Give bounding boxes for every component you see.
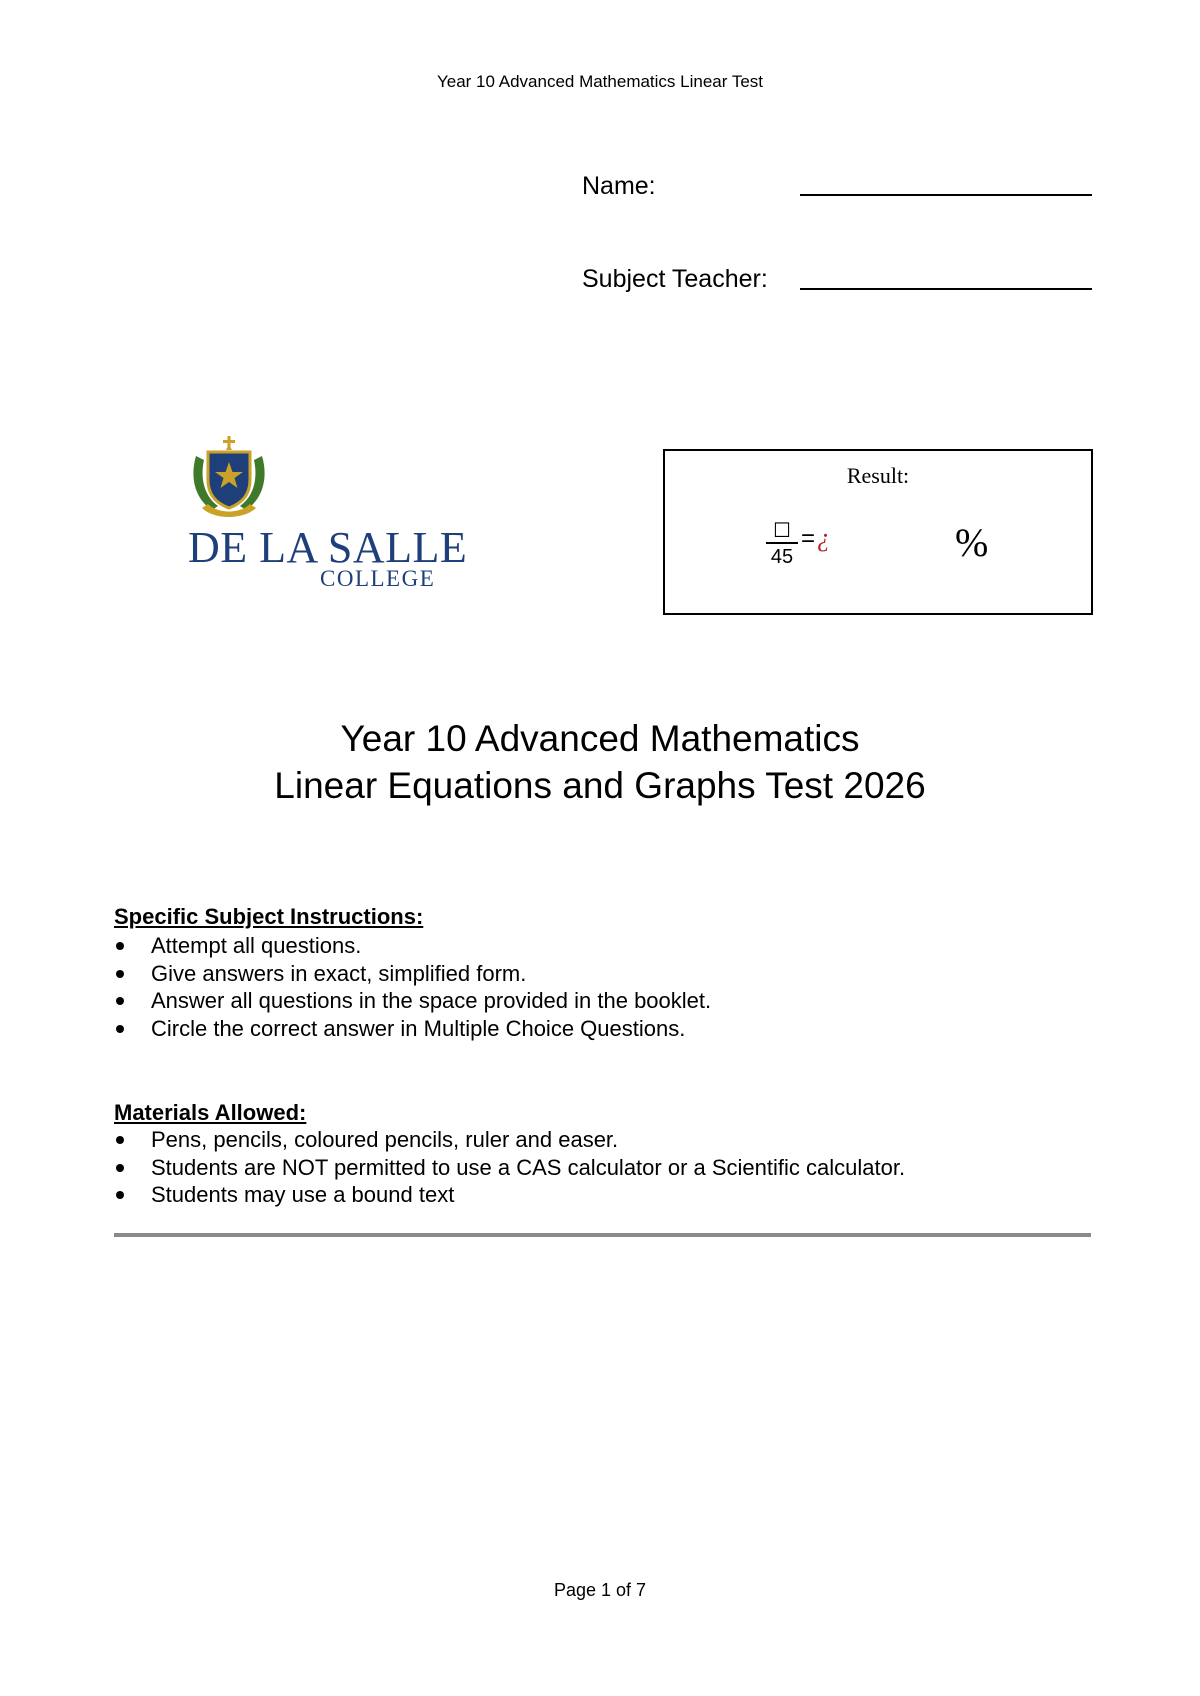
list-item: Circle the correct answer in Multiple Choice Questions. <box>114 1015 711 1043</box>
score-denominator: 45 <box>770 546 794 568</box>
running-header: Year 10 Advanced Mathematics Linear Test <box>436 72 764 91</box>
bullet-icon <box>116 997 124 1005</box>
section-divider <box>114 1233 1091 1237</box>
score-numerator-placeholder: ☐ <box>773 520 791 542</box>
list-item: Pens, pencils, coloured pencils, ruler and easer. <box>114 1126 905 1154</box>
bullet-icon <box>116 1136 124 1144</box>
college-logo-name: DE LA SALLE <box>188 523 468 572</box>
instructions-list <box>114 932 711 1042</box>
equals-sign: = <box>801 525 816 552</box>
teacher-label: Subject Teacher: <box>582 265 768 293</box>
inverted-question-glyph: ¿ <box>817 523 830 552</box>
materials-list <box>114 1126 905 1209</box>
college-crest-icon <box>188 436 270 522</box>
name-label: Name: <box>582 172 656 200</box>
fraction-bar <box>766 542 798 544</box>
teacher-field[interactable] <box>800 288 1092 290</box>
score-fraction <box>766 521 798 568</box>
document-title-line-2: Linear Equations and Graphs Test 2026 <box>274 765 926 806</box>
document-title-line-1: Year 10 Advanced Mathematics <box>340 718 860 759</box>
list-item: Give answers in exact, simplified form. <box>114 960 711 988</box>
name-field[interactable] <box>800 194 1092 196</box>
list-item: Students may use a bound text <box>114 1181 905 1209</box>
percent-sign: % <box>955 520 989 565</box>
list-item: Students are NOT permitted to use a CAS calculator or a Scientific calculator. <box>114 1154 905 1182</box>
bullet-icon <box>116 1025 124 1033</box>
bullet-icon <box>116 970 124 978</box>
result-label: Result: <box>846 463 910 488</box>
result-box <box>663 449 1093 615</box>
materials-heading: Materials Allowed: <box>114 1100 307 1125</box>
bullet-icon <box>116 1191 124 1199</box>
list-item: Answer all questions in the space provided in the booklet. <box>114 987 711 1015</box>
bullet-icon <box>116 942 124 950</box>
bullet-icon <box>116 1164 124 1172</box>
instructions-heading: Specific Subject Instructions: <box>114 904 424 929</box>
college-logo-sub: COLLEGE <box>320 566 436 591</box>
list-item: Attempt all questions. <box>114 932 711 960</box>
page-number: Page 1 of 7 <box>553 1580 647 1600</box>
